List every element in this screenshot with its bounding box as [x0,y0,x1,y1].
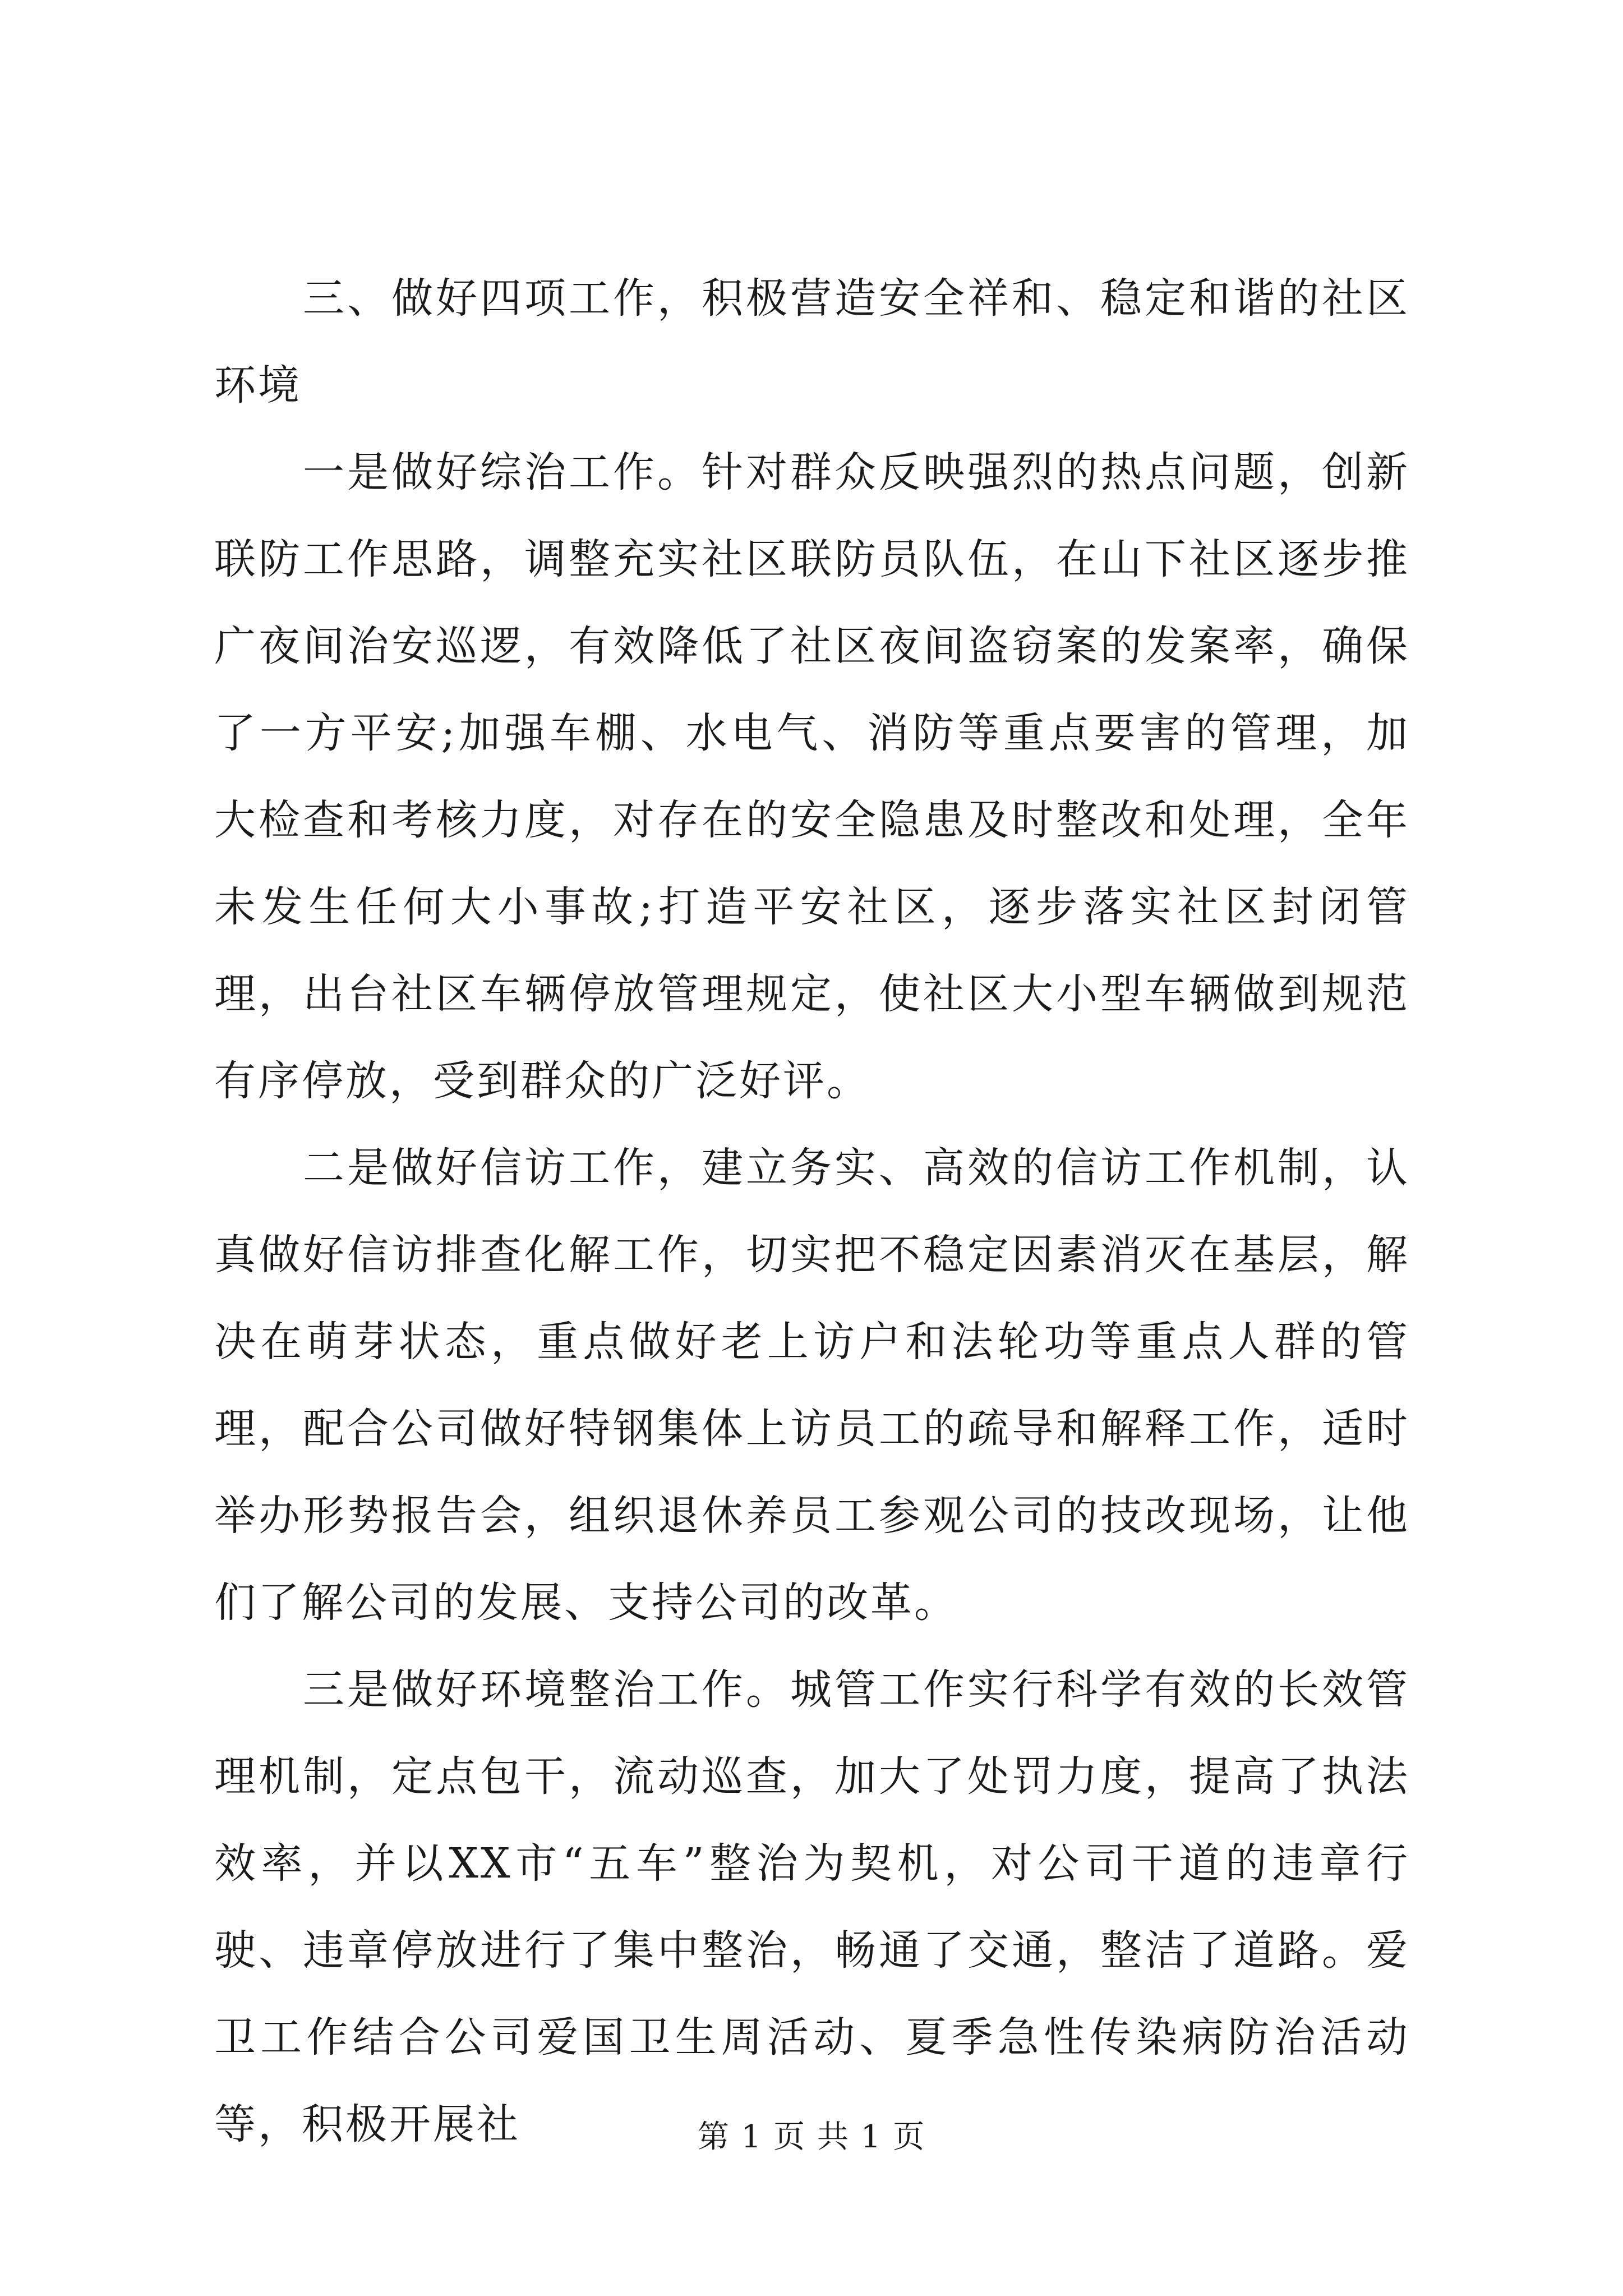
page-footer: 第 1 页 共 1 页 [697,2119,926,2155]
paragraph-petition-work: 二是做好信访工作，建立务实、高效的信访工作机制，认真做好信访排查化解工作，切实把不稳定因素消灭在基层，解决在萌芽状态，重点做好老上访户和法轮功等重点人群的管理，配合公司做好特钢集体上访员工的疏导和解释工作，适时举办形势报告会，组织退休养员工参观公司的技改现场，让他们了解公司的发展、支持公司的改革。 [214,1144,1410,1627]
document-body [214,255,1410,2168]
paragraph-environment-work: 三是做好环境整治工作。城管工作实行科学有效的长效管理机制，定点包干，流动巡查，加大了处罚力度，提高了执法效率，并以XX市“五车”整治为契机，对公司干道的违章行驶、违章停放进行了集中整治，畅通了交通，整洁了道路。爱卫工作结合公司爱国卫生周活动、夏季急性传染病防治活动等，积极开展社 [214,1665,1410,2148]
section-heading: 三、做好四项工作，积极营造安全祥和、稳定和谐的社区环境 [214,274,1410,409]
paragraph-comprehensive-governance: 一是做好综治工作。针对群众反映强烈的热点问题，创新联防工作思路，调整充实社区联防员队伍，在山下社区逐步推广夜间治安巡逻，有效降低了社区夜间盗窃案的发案率，确保了一方平安;加强车棚、水电气、消防等重点要害的管理，加大检查和考核力度，对存在的安全隐患及时整改和处理，全年未发生任何大小事故;打造平安社区，逐步落实社区封闭管理，出台社区车辆停放管理规定，使社区大小型车辆做到规范有序停放，受到群众的广泛好评。 [214,448,1410,1105]
